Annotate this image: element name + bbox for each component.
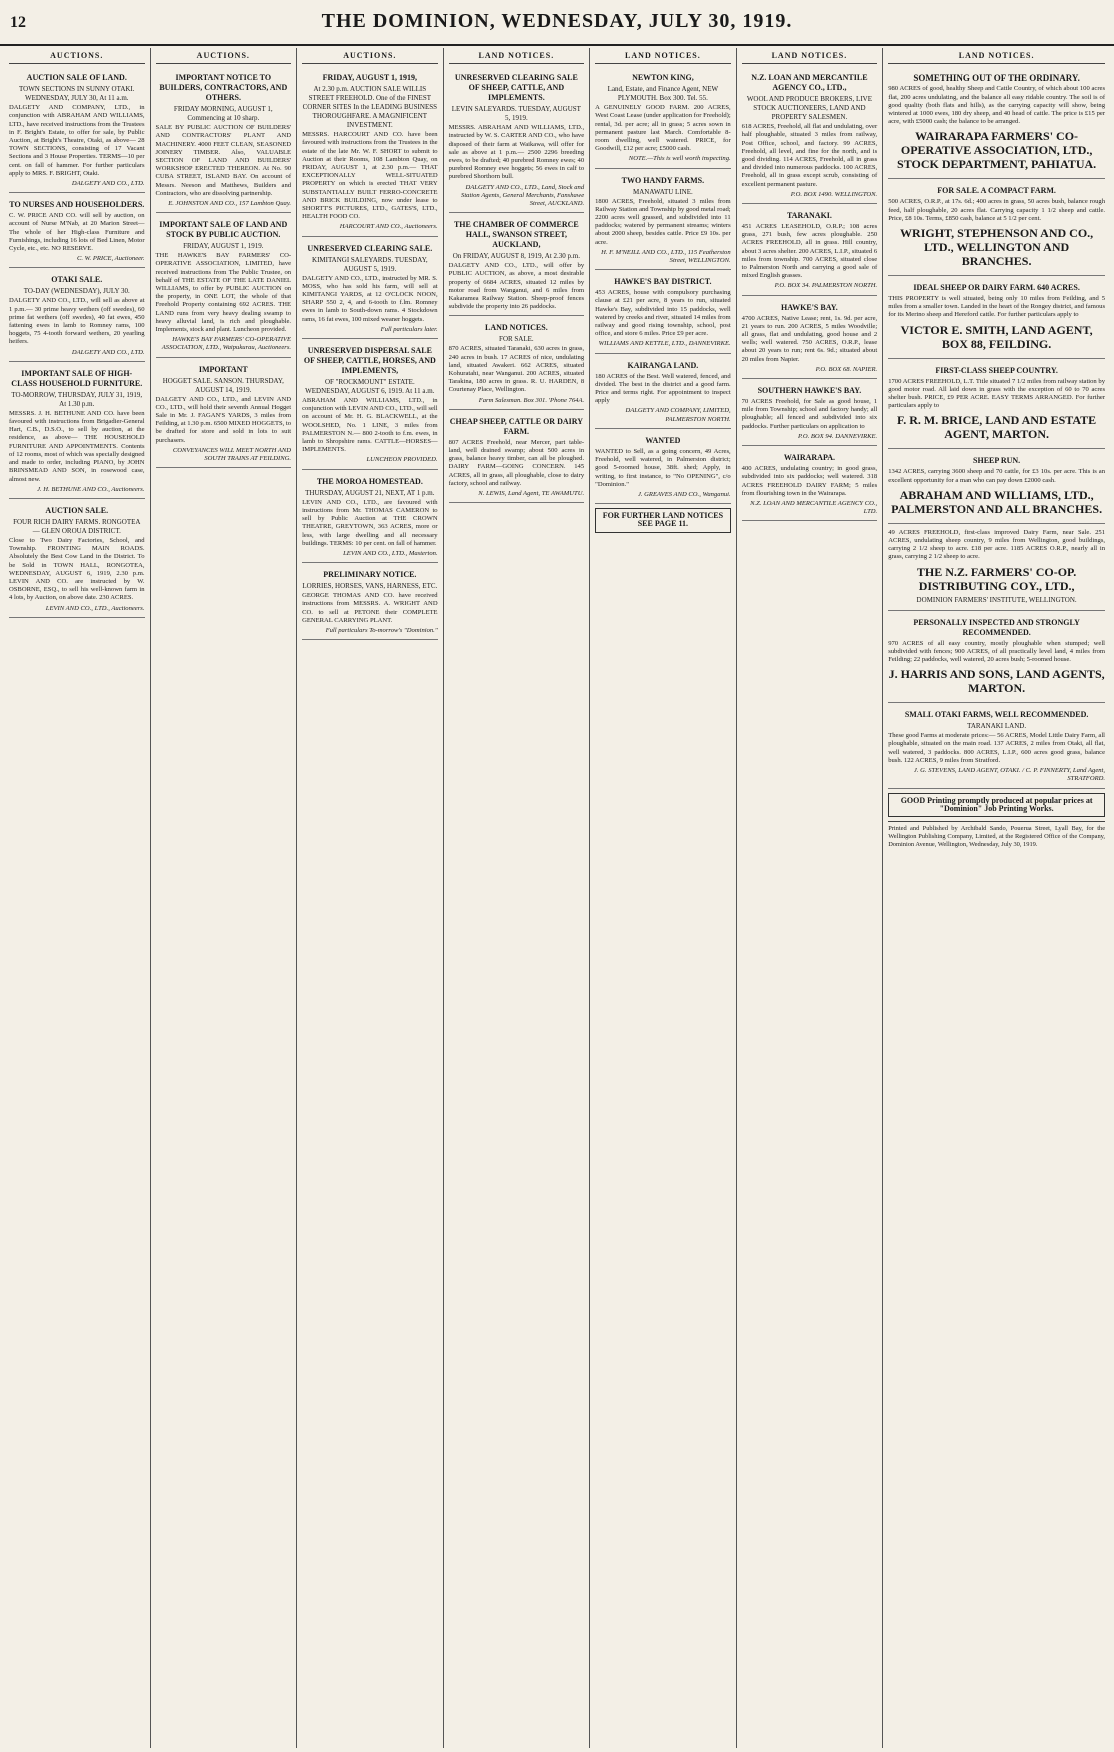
ad-body: DALGETY AND CO., LTD., and LEVIN AND CO., LTD., will hold their seventh Annual Hogget Sale in Mr. J. FAGAN'S YARDS, 3 miles from Feilding, at 1.30 p.m. 6500 MIXED HOGGETS, to be drafted for store and sold in lots to suit purchasers. [155, 395, 292, 444]
ad-title: PERSONALLY INSPECTED AND STRONGLY RECOMMENDED. [913, 617, 1080, 637]
ad-body: MESSRS. ABRAHAM AND WILLIAMS, LTD., instructed by W. S. CARTER AND CO., who have disposed of their farm at Waikawa, will offer for sale as above at 1 p.m.— 2500 2296 breeding ewes, to be drafted; 40 purebred Romney ewes; 40 purebred Romney ewe hoggets; 56 ewes in calf to purebred Shorthorn bull. [448, 124, 585, 181]
ad-title: HAWKE'S BAY DISTRICT. [614, 277, 712, 287]
ad-signature: LEVIN AND CO., LTD., Masterton. [343, 549, 438, 557]
ad-harden-for-sale [449, 318, 585, 409]
ad-body: 451 ACRES LEASEHOLD, O.R.P.; 108 acres grass, 271 bush, few acres ploughable. 250 ACRES FREEHOLD, all in grass. Hill country, about 3 acres shelter. 200 ACRES, L.I.P., situated 6 miles from township. 700 ACRES, situated close to Palmerston North and carrying a good sale of mixed English grasses. [741, 223, 878, 280]
ad-title: FOR SALE. A COMPACT FARM. [937, 186, 1056, 196]
ad-subtitle: KIMITANGI SALEYARDS. TUESDAY, AUGUST 5, 1919. [312, 255, 428, 273]
job-printing-box: GOOD Printing promptly produced at popular prices at "Dominion" Job Printing Works. [888, 793, 1105, 817]
ad-signature: WAIRARAPA FARMERS' CO-OPERATIVE ASSOCIATION, LTD., STOCK DEPARTMENT, PAHIATUA. [897, 129, 1097, 172]
ad-hogget-sale [156, 360, 292, 469]
ad-nurses-householders [9, 195, 145, 268]
ad-body: 1700 ACRES FREEHOLD, L.T. Title situated 7 1/2 miles from railway station by good motor road. All laid down in grass with the exception of 60 to 70 acres shelter bush. PRICE, £9 PER ACRE. EASY TERMS ARRANGED. For further particulars apply to [888, 377, 1106, 410]
ad-subtitle: MANAWATU LINE. [633, 187, 693, 196]
ad-signature: DALGETY AND COMPANY, LIMITED, PALMERSTON NORTH. [625, 407, 731, 423]
masthead [0, 0, 1114, 46]
ad-body: 500 ACRES, O.R.P., at 17s. 6d.; 400 acres in grass, 50 acres bush, balance rough feed, half ploughable, 20 acres flat. Carrying capacity 1 1/2 sheep and cattle. Price, £8 10s. Terms, £850 cash, balance at 5 1/2 per cent. [888, 198, 1106, 222]
ad-subtitle: FOUR RICH DAIRY FARMS. RONGOTEA — GLEN OROUA DISTRICT. [13, 517, 141, 535]
ad-title: OTAKI SALE. [51, 275, 103, 285]
ad-signature: ABRAHAM AND WILLIAMS, LTD., PALMERSTON AND ALL BRANCHES. [891, 487, 1103, 516]
column-heading: AUCTIONS. [9, 48, 145, 64]
ad-nz-loan-mercantile [742, 68, 878, 204]
ad-title: IMPORTANT SALE OF HIGH-CLASS HOUSEHOLD FURNITURE. [11, 368, 143, 388]
ad-dairy-farms-auction [9, 501, 145, 618]
ad-subtitle: TO-MORROW, THURSDAY, JULY 31, 1919, At 1.30 p.m. [11, 390, 143, 408]
ad-subtitle: HOGGET SALE. SANSON. THURSDAY, AUGUST 14, 1919. [162, 376, 284, 394]
ad-title: TWO HANDY FARMS. [621, 175, 705, 185]
ad-kairanga-land [595, 356, 731, 429]
ad-signature: N.Z. LOAN AND MERCANTILE AGENCY CO., LTD. [750, 499, 878, 516]
ad-subtitle: FRIDAY MORNING, AUGUST 1, Commencing at 10 sharp. [173, 105, 273, 123]
ad-land-stock-sale [156, 215, 292, 357]
ad-signature: DALGETY AND CO., LTD. [71, 348, 145, 356]
ad-two-handy-farms [595, 171, 731, 271]
ad-otaki-sale [9, 270, 145, 361]
ad-wairarapa [742, 448, 878, 521]
ad-title: KAIRANGA LAND. [627, 360, 699, 370]
column-heading: LAND NOTICES. [742, 48, 878, 64]
ad-title: THE N.Z. FARMERS' CO-OP. DISTRIBUTING COY., LTD., [916, 564, 1077, 593]
ad-title: SMALL OTAKI FARMS, WELL RECOMMENDED. [904, 710, 1089, 720]
ad-body: 807 ACRES Freehold, near Mercer, part table-land, well drained swamp; about 500 acres in grass, balance heavy timber, can all be ploughed. DAIRY FARM—GOING CONCERN. 145 ACRES, all in grass, all ploughable, close to dairy factory, school and railway. [448, 438, 585, 487]
further-notices-box: FOR FURTHER LAND NOTICES SEE PAGE 11. [595, 508, 731, 532]
ad-nz-farmers-coop [888, 526, 1105, 611]
ad-cheap-farm [449, 412, 585, 503]
ad-signature: P.O. BOX 34. PALMERSTON NORTH. [774, 282, 878, 290]
ad-subtitle: WOOL AND PRODUCE BROKERS, LIVE STOCK AUCTIONEERS, LAND AND PROPERTY SALESMEN. [746, 95, 872, 122]
ad-subtitle: FRIDAY, AUGUST 1, 1919. [183, 242, 264, 251]
ad-subtitle: FOR SALE. [499, 335, 534, 344]
page-columns [4, 48, 1110, 1748]
column-7 [883, 48, 1110, 1748]
ad-body: DALGETY AND CO., LTD., will sell as above at 1 p.m.— 30 prime heavy wethers (off swedes), 60 prime fat wethers (off swedes), 40 fat ewes, 450 fattening ewes in lamb to Romney rams, 100 hoggets, 75 4-tooth forward wethers, 20 yearling heifers. [9, 297, 145, 346]
ad-title: HAWKE'S BAY. [781, 302, 838, 312]
ad-body: DALGETY AND COMPANY, LTD., in conjunction with ABRAHAM AND WILLIAMS, LTD., have received instructions from the Trustees in F. Bright's Estate, to offer for sale, by Public Auction, at Bright's Theatre, Otaki, as above— 28 TOWN SECTIONS, consisting of 17 Vacant Sections and 3 House Properties. TERMS—10 per cent. on fall of hammer. For further particulars apply to MRS. F. BRIGHT, Otaki. [9, 104, 145, 177]
ad-wanted [595, 431, 731, 504]
ad-moroa-homestead [302, 472, 438, 563]
ad-signature: J. G. STEVENS, LAND AGENT, OTAKI. / C. P. FINNERTY, Land Agent, STRATFORD. [913, 767, 1106, 783]
ad-signature: E. JOHNSTON AND CO., 157 Lambton Quay. [168, 200, 292, 208]
ad-body: MESSRS. HARCOURT AND CO. have been favoured with instructions from the Trustees in the estate of the late Mr. W. F. SHORT to submit to Auction at their Rooms, 108 Lambton Quay, on FRIDAY, AUGUST 1, at 2.30 p.m.— THAT EXCEPTIONALLY WELL-SITUATED PROPERTY on which is erected THAT VERY SUBSTANTIALLY BUILT FERRO-CONCRETE AND BRICK BUILDING, now under lease to SHORTT'S PICTURES, LTD., GATES'S, LTD., HEALTH FOOD CO. [302, 131, 438, 221]
ad-body: 1342 ACRES, carrying 3600 sheep and 70 cattle, for £3 10s. per acre. This is an excellent opportunity for a man who can pay down £2000 cash. [888, 468, 1106, 484]
column-heading: AUCTIONS. [302, 48, 438, 64]
ad-first-class-sheep [888, 361, 1105, 450]
ad-sheep-run [888, 451, 1105, 523]
ad-body: 980 ACRES of good, healthy Sheep and Cattle Country, of which about 100 acres flat, 200 acres undulating, and the balance all easy ridable country. The soil is of good quality (both flats and hills), as the carrying capacity will show, being wintered at 1000 ewes, 180 dry sheep, and 40 head of cattle. The price is £15 per acre, with £5000 cash; the balance to be arranged. [888, 85, 1106, 126]
ad-signature: LUNCHEON PROVIDED. [366, 456, 438, 464]
ad-body: 618 ACRES, Freehold, all flat and undulating, over half ploughable, situated 3 miles from railway, Post Office, school, and factory. 99 ACRES, Freehold, all level, and fine for the north, and is good dividing. 114 ACRES, Freehold, all in grass and divided into numerous paddocks. 100 ACRES, Freehold, all in grass except scrub, consisting of excellent permanent pasture. [741, 123, 878, 188]
ad-signature: HAWKE'S BAY FARMERS' CO-OPERATIVE ASSOCIATION, LTD., Waipukurau, Auctioneers. [161, 336, 292, 352]
ad-title: THE CHAMBER OF COMMERCE HALL, SWANSON STREET, AUCKLAND, [453, 220, 579, 250]
ad-signature: DALGETY AND CO., LTD. [71, 180, 145, 188]
ad-signature: J. GREAVES AND CO., Wanganui. [637, 490, 731, 498]
ad-title: FRIDAY, AUGUST 1, 1919, [322, 73, 418, 83]
ad-body: SALE BY PUBLIC AUCTION OF BUILDERS' AND CONTRACTORS' PLANT AND MACHINERY. 4000 FEET CLEAN, SEASONED JOINERY TIMBER. Also, VALUABLE SECTION OF LAND AND BUILDERS' WORKSHOP ERECTED THEREON. At No. 90 CUBA STREET, ISLAND BAY. On account of Messrs. Neeson and Matthews, Builders and Contractors, who are dissolving partnership. [155, 124, 292, 197]
ad-body: THE HAWKE'S BAY FARMERS' CO-OPERATIVE ASSOCIATION, LIMITED, have received instructions from The Public Trustee, on behalf of THE ESTATE OF THE LATE DANIEL WILLIAMS, to offer by PUBLIC AUCTION on the property, in ONE LOT, the whole of that Freehold Property containing 692 ACRES. THE LAND runs from very heavy dealing swamp to heavy alluvial land, is rich and ploughable. Implements, stock and plant. Luncheon provided. [155, 252, 292, 334]
ad-title: WANTED [645, 435, 681, 445]
ad-southern-hawkes-bay [742, 381, 878, 446]
ad-body: ABRAHAM AND WILLIAMS, LTD., in conjunction with LEVIN AND CO., LTD., will sell on account of Mr. H. G. BLACKWELL, at the WOOLSHED, No. 1 LINE, 3 miles from PALMERSTON N.— 800 2-tooth to f.m. ewes, in lamb to Shropshire rams. CATTLE—HORSES—IMPLEMENTS. [302, 397, 438, 454]
ad-kimitangi-clearing-sale [302, 239, 438, 339]
ad-body: DALGETY AND CO., LTD., will offer by PUBLIC AUCTION, as above, a most desirable property of 6684 ACRES, situated 12 miles by motor road from Wanganui, and 6 miles from Kakaramea Railway Station. Sheep-proof fences subdivide the property into 26 paddocks. [448, 262, 585, 311]
ad-title: AUCTION SALE OF LAND. [26, 73, 127, 83]
ad-title: NEWTON KING, [632, 73, 694, 83]
ad-title: SHEEP RUN. [973, 456, 1021, 466]
ad-body: 1800 ACRES, Freehold, situated 3 miles from Railway Station and Township by good metal road; 2200 acres well grassed, and subdivided into 11 paddocks; watered by permanent streams; winters about 2000 sheep, besides cattle. Price £9 10s. per acre. [595, 197, 731, 246]
ad-signature: J. HARRIS AND SONS, LAND AGENTS, MARTON. [888, 667, 1105, 696]
ad-signature: NOTE.—This is well worth inspecting. [628, 155, 731, 163]
ad-small-otaki-farms [888, 705, 1105, 788]
ad-subtitle: On FRIDAY, AUGUST 8, 1919, At 2.30 p.m. [452, 252, 580, 261]
ad-body: LEVIN AND CO., LTD., are favoured with instructions from Mr. THOMAS CAMERON to sell by Public Auction at THE CROWN THEATRE, GREYTOWN, 363 ACRES, more or less, with large dwelling and all necessary buildings. TERMS: 10 per cent. on fall of hammer. [302, 498, 438, 547]
ad-personally-inspected [888, 613, 1105, 704]
printers-imprint: Printed and Published by Archibald Sando, Pouerua Street, Lyall Bay, for the Wellington Publishing Company, Limited, at the Registered Office of the Company, Dominion Avenue, Wellington, Wednesday, July 30, 1919. [888, 821, 1105, 849]
ad-body: GEORGE THOMAS AND CO. have received instructions from MESSRS. A. WRIGHT AND CO. to sell at PETONE their COMPLETE GENERAL CARRYING PLANT. [302, 592, 438, 624]
ad-body: These good Farms at moderate prices:— 56 ACRES, Model Little Dairy Farm, all ploughable, situated on the main road. 137 ACRES, 2 miles from Otaki, all flat, well watered, 3 paddocks. 800 ACRES, L.I.P., 600 acres good grass, balance bush. 122 ACRES, 9 miles from Stratford. [888, 732, 1106, 764]
ad-body: 180 ACRES of the Best. Well watered, fenced, and divided. The best in the district and a good farm. Price and terms right. For appointment to inspect apply [595, 372, 731, 405]
ad-body: THIS PROPERTY is well situated, being only 10 miles from Feilding, and 5 miles from a smaller town. Landed in the heart of the Rongey district, and famous for its Merino sheep and Hereford cattle. For further particulars apply to [888, 295, 1106, 319]
ad-levin-clearing-sale [449, 68, 585, 213]
ad-signature: N. LEWIS, Land Agent, TE AWAMUTU. [478, 490, 585, 498]
ad-body: C. W. PRICE AND CO. will sell by auction, on account of Nurse M'Nab, at 20 Marion Street— The whole of her High-class Furniture and Furnishings, including 16 lots of Bed Linen, Motor Cycle, etc., etc. NO RESERVE. [9, 212, 145, 253]
ad-title: N.Z. LOAN AND MERCANTILE AGENCY CO., LTD., [751, 73, 868, 93]
ad-body: MESSRS. J. H. BETHUNE AND CO. have been favoured with instructions from Brigadier-General Hart, C.B., D.S.O., to sell by auction, at the residence, as above— THE HOUSEHOLD FURNITURE AND APPOINTMENTS. Contents of 12 rooms, most of which was specially designed and made to order, including PIANO, by JOHN BRINSMEAD AND SON, in rosewood case, almost new. [9, 409, 145, 483]
ad-title: SOUTHERN HAWKE'S BAY. [757, 386, 862, 396]
ad-signature: DALGETY AND CO., LTD., Land, Stock and Station Agents, General Merchants, Fanshawe Street, AUCKLAND. [461, 183, 585, 208]
ad-title: UNRESERVED CLEARING SALE. [307, 243, 433, 253]
ad-subtitle: Land, Estate, and Finance Agent, NEW PLYMOUTH. Box 300. Tel. 55. [607, 85, 719, 103]
ad-body: 49 ACRES FREEHOLD, first-class improved Dairy Farm, near Sale. 251 ACRES, undulating sheep country, 9 miles from Wellington, good buildings, carrying 2 1/2 sheep to acre. £18 per acre. 1185 ACRES O.R.P., nearly all in grass, carrying 2 1/2 sheep to acre. [888, 528, 1106, 561]
ad-signature: H. F. M'NEILL AND CO., LTD., 115 Featherston Street, WELLINGTON. [601, 248, 731, 265]
ad-subtitle: TARANAKI LAND. [967, 722, 1027, 731]
column-6 [737, 48, 884, 1748]
ad-body: WANTED to Sell, as a going concern, 49 Acres, Freehold, well watered, in Palmerston district; good 5-roomed house, 38ft. shed; Apply, in writing, to first instance, to "No OPENING", c/o "Dominion." [595, 447, 731, 488]
ad-subtitle: OF "ROCKMOUNT" ESTATE. WEDNESDAY, AUGUST 6, 1919. At 11 a.m. [305, 378, 435, 396]
ad-body: 870 ACRES, situated Taranaki, 630 acres in grass, 240 acres in bush. 17 ACRES of nice, undulating land, situated Awakeri. 662 ACRES, situated Kohuratahi, near Wanganui. 200 ACRES, situated Tarakina, 180 acres in grass. R. U. HARDEN, 8 Courtenay Place, Wellington. [448, 345, 585, 394]
ad-taranaki [742, 206, 878, 296]
ad-body: 400 ACRES, undulating country; in good grass, subdivided into six paddocks; well watered. 318 ACRES FREEHOLD DAIRY FARM; 5 miles from flourishing town in the Wairarapa. [741, 465, 878, 497]
ad-subtitle: TO-DAY (WEDNESDAY), JULY 30. [23, 287, 130, 296]
ad-subtitle: LEVIN SALEYARDS. TUESDAY, AUGUST 5, 1919. [451, 105, 581, 123]
column-heading: LAND NOTICES. [888, 48, 1105, 64]
ad-title: IDEAL SHEEP OR DAIRY FARM. 640 ACRES. [913, 283, 1080, 293]
ad-auckland-auction [449, 215, 585, 316]
ad-signature: J. H. BETHUNE AND CO., Auctioneers. [37, 485, 145, 493]
ad-rockmount-dispersal [302, 341, 438, 470]
ad-hawkes-bay [742, 298, 878, 379]
ad-body: A GENUINELY GOOD FARM. 200 ACRES, West Coast Lease (under application for Freehold); rental, 3d. per acre; all in grass; 5 acres sown in permanent pasture last March. Comfortable 8-room dwelling, well watered. PRICE, for Goodwill, £12 per acre; £5000 cash. [595, 104, 731, 153]
ad-newton-king [595, 68, 731, 168]
ad-compact-farm [888, 181, 1105, 276]
ad-out-of-ordinary [888, 68, 1105, 179]
ad-signature: C. W. PRICE, Auctioneer. [76, 255, 145, 263]
ad-subtitle: LORRIES, HORSES, VANS, HARNESS, ETC. [302, 582, 438, 591]
ad-subtitle: TOWN SECTIONS IN SUNNY OTAKI. WEDNESDAY, JULY 30, At 11 a.m. [19, 85, 135, 103]
ad-title: WAIRARAPA. [783, 453, 836, 463]
ad-signature: LEVIN AND CO., LTD., Auctioneers. [45, 604, 145, 612]
column-1 [4, 48, 151, 1748]
ad-signature: P.O. BOX 68. NAPIER. [815, 365, 878, 373]
column-heading: LAND NOTICES. [595, 48, 731, 64]
ad-hawkes-bay-district [595, 272, 731, 353]
ad-signature: HARCOURT AND CO., Auctioneers. [339, 223, 438, 231]
column-4 [444, 48, 591, 1748]
ad-title: PRELIMINARY NOTICE. [323, 570, 417, 580]
ad-body: 4700 ACRES, Native Lease; rent, 1s. 9d. per acre, 21 years to run. 200 ACRES, 5 miles Woodville; all grass, flat and undulating, good house and 2 wells; well watered. 750 ACRES, O.R.P., lease about 20 years to run; rent 6s. 9d.; situated about 20 miles from Napier. [741, 314, 878, 363]
column-3 [297, 48, 444, 1748]
ad-subtitle: At 2.30 p.m. AUCTION SALE WILLIS STREET FREEHOLD. One of the FINEST CORNER SITES In the LEADING BUSINESS THOROUGHFARE. A MAGNIFICENT INVESTMENT. [302, 85, 438, 130]
ad-title: IMPORTANT SALE OF LAND AND STOCK BY PUBLIC AUCTION. [159, 220, 288, 240]
ad-title: CHEAP SHEEP, CATTLE OR DAIRY FARM. [449, 416, 584, 436]
ad-willis-street-freehold [302, 68, 438, 236]
column-heading: AUCTIONS. [156, 48, 292, 64]
ad-signature: P.O. BOX 1490. WELLINGTON. [790, 190, 878, 198]
ad-signature: P.O. BOX 94. DANNEVIRKE. [798, 432, 878, 440]
ad-signature: Farm Salesman. Box 301. 'Phone 764A. [478, 396, 585, 404]
ad-preliminary-notice [302, 565, 438, 640]
ad-title: FIRST-CLASS SHEEP COUNTRY. [935, 365, 1058, 375]
ad-title: LAND NOTICES. [485, 323, 548, 333]
ad-body: DALGETY AND CO., LTD., instructed by MR. S. MOSS, who has sold his farm, will sell at KIMITANGI YARDS, at 12 O'CLOCK NOON, SHARP 550 2, 4, and 6-tooth to f.lm. Romney ewes in lamb to South-down rams. 4 Stockdown rams, 16 fat ewes, 100 mixed weaner hoggets. [302, 274, 438, 323]
ad-signature: WILLIAMS AND KETTLE, LTD., DANNEVIRKE. [598, 340, 731, 348]
ad-signature: Full particulars later. [380, 325, 438, 333]
ad-title: TO NURSES AND HOUSEHOLDERS. [9, 200, 145, 210]
page-number: 12 [10, 14, 26, 31]
ad-body: 453 ACRES, house with compulsory purchasing clause at £21 per acre, 8 years to run, situated Hawke's Bay, subdivided into 15 paddocks, well watered by creeks and river, situated 14 miles from railway and good rising township, school, post office, and store 6 miles. Price £9 per acre. [595, 289, 731, 338]
ad-ideal-sheep-dairy [888, 278, 1105, 359]
ad-title: TARANAKI. [786, 211, 832, 221]
column-2 [151, 48, 298, 1748]
ad-title: UNRESERVED CLEARING SALE OF SHEEP, CATTLE, AND IMPLEMENTS. [454, 73, 578, 103]
ad-body: 70 ACRES Freehold, for Sale as good house, 1 mile from Township; school and factory handy; all ploughable; all fenced and subdivided into six paddocks. Further particulars on application to [741, 398, 878, 430]
ad-builders-notice [156, 68, 292, 213]
ad-signature: VICTOR E. SMITH, LAND AGENT, BOX 88, FEILDING. [900, 322, 1093, 351]
ad-furniture-sale [9, 364, 145, 499]
ad-signature: Full particulars To-morrow's "Dominion." [325, 626, 438, 634]
column-heading: LAND NOTICES. [449, 48, 585, 64]
ad-title: SOMETHING OUT OF THE ORDINARY. [913, 73, 1080, 84]
ad-subtitle: DOMINION FARMERS' INSTITUTE, WELLINGTON. [916, 595, 1077, 604]
ad-title: UNRESERVED DISPERSAL SALE OF SHEEP, CATTLE, HORSES, AND IMPLEMENTS, [303, 346, 436, 376]
ad-title: IMPORTANT [198, 364, 248, 374]
ad-title: AUCTION SALE. [45, 505, 109, 515]
ad-subtitle: THURSDAY, AUGUST 21, NEXT, AT 1 p.m. [305, 488, 435, 497]
ad-signature: CONVEYANCES WILL MEET NORTH AND SOUTH TRAINS AT FEILDING. [172, 446, 292, 463]
ad-title: THE MOROA HOMESTEAD. [316, 476, 423, 486]
ad-body: 970 ACRES of all easy country, mostly ploughable when stumped; well subdivided with fences; 900 ACRES, of all practically level land, 4 miles from Feilding; 22 paddocks, well watered, 20 acres bush; 5-roomed house. [888, 639, 1106, 664]
ad-body: Close to Two Dairy Factories, School, and Township. FRONTING MAIN ROADS. Absolutely the Best Cow Land in the District. To be Sold in TOWN HALL, RONGOTEA, WEDNESDAY, AUGUST 6, 1919, 2.30 p.m. LEVIN AND CO. are instructed by W. OSBORNE, ESQ., to sell his well-known farm in 4 lots, by Auction, on above date. 230 ACRES. [9, 536, 145, 602]
column-5 [590, 48, 737, 1748]
ad-signature: F. R. M. BRICE, LAND AND ESTATE AGENT, MARTON. [897, 413, 1097, 442]
ad-signature: WRIGHT, STEPHENSON AND CO., LTD., WELLINGTON AND BRANCHES. [900, 226, 1094, 269]
ad-otaki-land-sale [9, 68, 145, 193]
ad-title: IMPORTANT NOTICE TO BUILDERS, CONTRACTORS, AND OTHERS. [159, 73, 288, 103]
newspaper-title: THE DOMINION, WEDNESDAY, JULY 30, 1919. [321, 10, 793, 32]
